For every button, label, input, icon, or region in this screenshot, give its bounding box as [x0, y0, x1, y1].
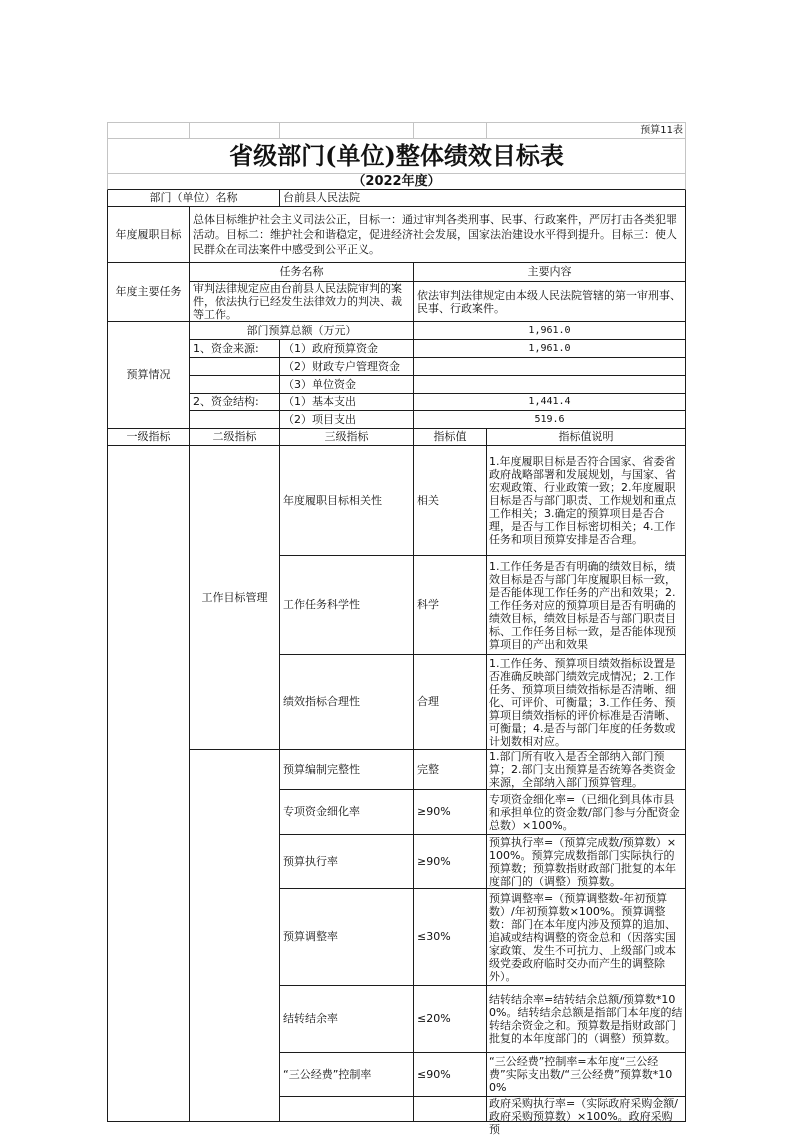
indicator-value: ≥90% — [414, 835, 487, 889]
level3-indicator: 工作任务科学性 — [280, 556, 414, 655]
indicator-value: 完整 — [414, 750, 487, 790]
indicator-description: 政府采购执行率=（实际政府采购金额/政府采购预算数）×100%。政府采购预 — [487, 1097, 686, 1122]
budget-group-label — [190, 376, 280, 394]
budget-group-label — [190, 358, 280, 376]
blank-cell — [190, 122, 280, 139]
indicator-description: “三公经费”控制率=本年度“三公经费”实际支出数/“三公经费”预算数*100% — [487, 1053, 686, 1097]
header-level3: 三级指标 — [280, 429, 414, 446]
level3-indicator — [280, 1097, 414, 1122]
budget-group-label — [190, 411, 280, 429]
fiscal-year: （2022年度） — [107, 174, 686, 190]
indicator-value: 相关 — [414, 446, 487, 556]
indicator-description: 预算执行率=（预算完成数/预算数）×100%。预算完成数指部门实际执行的预算数；预算数指财政部门批复的本年度部门的（调整）预算数。 — [487, 835, 686, 889]
task-content-header: 主要内容 — [414, 263, 686, 282]
indicator-value: 科学 — [414, 556, 487, 655]
budget-item-label: （2）项目支出 — [280, 411, 414, 429]
budget-item-value — [414, 358, 686, 376]
budget-group-label: 1、资金来源: — [190, 340, 280, 358]
budget-item-value: 1,441.4 — [414, 394, 686, 411]
indicator-description: 结转结余率=结转结余总额/预算数*100%。结转结余总额是指部门本年度的结转结余资金之和。预算数是指财政部门批复的本年度部门的（调整）预算数。 — [487, 986, 686, 1053]
task-name-header: 任务名称 — [190, 263, 414, 282]
dept-name-label: 部门（单位）名称 — [107, 190, 280, 207]
form-number: 预算11表 — [487, 122, 686, 139]
header-description: 指标值说明 — [487, 429, 686, 446]
budget-group-label: 2、资金结构: — [190, 394, 280, 411]
budget-item-label: （2）财政专户管理资金 — [280, 358, 414, 376]
budget-item-value — [414, 376, 686, 394]
main-task-label: 年度主要任务 — [107, 263, 190, 322]
budget-item-value: 1,961.0 — [414, 340, 686, 358]
indicator-description: 1.工作任务、预算项目绩效指标设置是否准确反映部门绩效完成情况；2.工作任务、预算项目绩效指标是否清晰、细化、可评价、可衡量；3.工作任务、预算项目绩效指标的评价标准是否清晰、可衡量；4.是否与部门年度的任务数或计划数相对应。 — [487, 655, 686, 750]
level3-indicator: 专项资金细化率 — [280, 790, 414, 835]
budget-total-label: 部门预算总额（万元） — [190, 322, 414, 340]
dept-name-value: 台前县人民法院 — [280, 190, 686, 207]
indicator-description: 专项资金细化率=（已细化到具体市县和承担单位的资金数/部门参与分配资金总数）×100%。 — [487, 790, 686, 835]
header-value: 指标值 — [414, 429, 487, 446]
indicator-value: 合理 — [414, 655, 487, 750]
page-title: 省级部门(单位)整体绩效目标表 — [107, 139, 686, 174]
level2-indicator-work-goal: 工作目标管理 — [190, 446, 280, 750]
budget-item-value: 519.6 — [414, 411, 686, 429]
budget-item-label: （3）单位资金 — [280, 376, 414, 394]
annual-goal-label: 年度履职目标 — [107, 207, 190, 263]
level3-indicator: 预算执行率 — [280, 835, 414, 889]
header-level2: 二级指标 — [190, 429, 280, 446]
annual-goal-text: 总体目标维护社会主义司法公正，目标一：通过审判各类刑事、民事、行政案件，严厉打击各类犯罪活动。目标二：维护社会和谐稳定，促进经济社会发展，国家法治建设水平得到提升。目标三：使人民群众在司法案件中感受到公平正义。 — [190, 207, 686, 263]
level3-indicator: 预算编制完整性 — [280, 750, 414, 790]
budget-total-value: 1,961.0 — [414, 322, 686, 340]
indicator-value: ≤30% — [414, 889, 487, 986]
blank-cell — [280, 122, 414, 139]
budget-item-label: （1）基本支出 — [280, 394, 414, 411]
indicator-description: 预算调整率=（预算调整数-年初预算数）/年初预算数×100%。预算调整数：部门在本年度内涉及预算的追加、追减或结构调整的资金总和（因落实国家政策、发生不可抗力、上级部门或本级党委政府临时交办而产生的调整除外）。 — [487, 889, 686, 986]
budget-label: 预算情况 — [107, 322, 190, 429]
indicator-description: 1.年度履职目标是否符合国家、省委省政府战略部署和发展规划，与国家、省宏观政策、行业政策一致；2.年度履职目标是否与部门职责、工作规划和重点工作相关；3.确定的预算项目是否合理，是否与工作目标密切相关；4.工作任务和项目预算安排是否合理。 — [487, 446, 686, 556]
task-name: 审判法律规定应由台前县人民法院审判的案件，依法执行已经发生法律效力的判决、裁等工作。 — [190, 282, 414, 322]
level2-indicator-cell — [190, 750, 280, 1122]
indicator-description: 1.工作任务是否有明确的绩效目标，绩效目标是否与部门年度履职目标一致，是否能体现工作任务的产出和效果；2.工作任务对应的预算项目是否有明确的绩效目标，绩效目标是否与部门职责目标、工作任务目标一致，是否能体现预算项目的产出和效果 — [487, 556, 686, 655]
indicator-value — [414, 1097, 487, 1122]
blank-cell — [414, 122, 487, 139]
budget-item-label: （1）政府预算资金 — [280, 340, 414, 358]
level1-indicator-cell — [107, 446, 190, 1122]
indicator-description: 1.部门所有收入是否全部纳入部门预算；2.部门支出预算是否统筹各类资金来源，全部纳入部门预算管理。 — [487, 750, 686, 790]
header-level1: 一级指标 — [107, 429, 190, 446]
performance-target-table — [107, 122, 686, 1136]
indicator-value: ≤90% — [414, 1053, 487, 1097]
blank-cell — [107, 122, 190, 139]
task-content: 依法审判法律规定由本级人民法院管辖的第一审刑事、民事、行政案件。 — [414, 282, 686, 322]
level3-indicator: “三公经费”控制率 — [280, 1053, 414, 1097]
level3-indicator: 结转结余率 — [280, 986, 414, 1053]
indicator-value: ≤20% — [414, 986, 487, 1053]
indicator-value: ≥90% — [414, 790, 487, 835]
level3-indicator: 绩效指标合理性 — [280, 655, 414, 750]
level3-indicator: 预算调整率 — [280, 889, 414, 986]
level3-indicator: 年度履职目标相关性 — [280, 446, 414, 556]
